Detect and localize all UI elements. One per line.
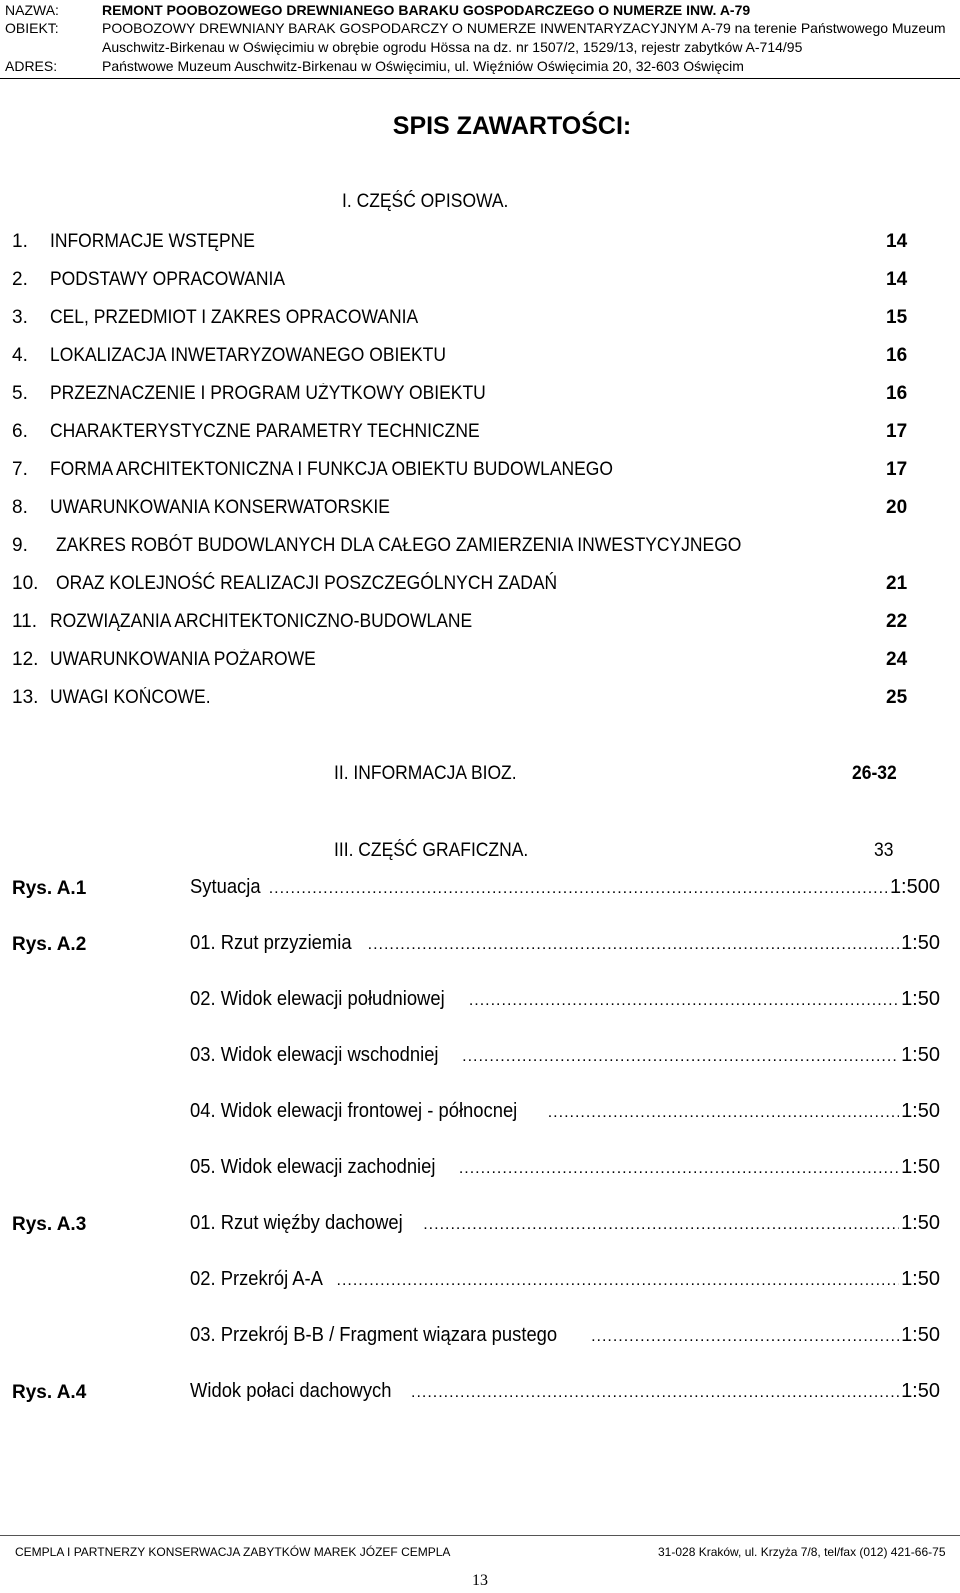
leader-dots [591, 1328, 899, 1346]
figure-title: Widok połaci dachowych [190, 1380, 392, 1402]
leader-dots [411, 1384, 899, 1402]
toc-item [12, 573, 912, 597]
toc-item-number: 5. [12, 383, 28, 404]
toc-item-page: 22 [886, 611, 908, 632]
toc-item-page: 17 [886, 459, 908, 480]
page-title: SPIS ZAWARTOŚCI: [392, 112, 632, 140]
figure-scale: 1:50 [901, 1044, 940, 1066]
figure-label: Rys. A.3 [12, 1214, 87, 1235]
figure-label: Rys. A.2 [12, 934, 87, 955]
leader-dots [423, 1216, 899, 1234]
toc-item [12, 497, 912, 521]
toc-item-number: 4. [12, 345, 28, 366]
figure-title: 01. Rzut przyziemia [190, 932, 352, 954]
toc-item-number: 1. [12, 231, 28, 252]
toc-item [12, 345, 912, 369]
toc-item-page: 25 [886, 687, 908, 708]
toc-item-title: UWAGI KOŃCOWE. [50, 687, 211, 708]
leader-dots [462, 1048, 899, 1066]
toc-item [12, 459, 912, 483]
footer-company: CEMPLA I PARTNERZY KONSERWACJA ZABYTKÓW MAREK JÓZEF CEMPLA [15, 1545, 451, 1559]
toc-item-title: LOKALIZACJA INWETARYZOWANEGO OBIEKTU [50, 345, 446, 366]
figure-label: Rys. A.4 [12, 1382, 87, 1403]
leader-dots [269, 880, 888, 898]
toc-item [12, 421, 912, 445]
document-footer [0, 1535, 960, 1566]
toc-item-title: FORMA ARCHITEKTONICZNA I FUNKCJA OBIEKTU BUDOWLANEGO [50, 459, 613, 480]
figure-title: 02. Widok elewacji południowej [190, 988, 445, 1010]
toc-item-page: 21 [886, 573, 908, 594]
toc-item-title: ORAZ KOLEJNOŚĆ REALIZACJI POSZCZEGÓLNYCH ZADAŃ [56, 573, 558, 594]
leader-dots [337, 1272, 900, 1290]
part3-page: 33 [874, 840, 894, 861]
adres-value: Państwowe Muzeum Auschwitz-Birkenau w Oświęcimiu, ul. Więźniów Oświęcimia 20, 32-603 Oświęcim [102, 58, 744, 74]
figure-item [190, 932, 940, 958]
toc-item-number: 6. [12, 421, 28, 442]
figure-scale: 1:50 [901, 1324, 940, 1346]
toc-item [12, 231, 912, 255]
figure-title: 03. Widok elewacji wschodniej [190, 1044, 439, 1066]
toc-item-number: 8. [12, 497, 28, 518]
nazwa-value: REMONT POOBOZOWEGO DREWNIANEGO BARAKU GOSPODARCZEGO O NUMERZE INW. A-79 [102, 2, 751, 18]
toc-item-title: UWARUNKOWANIA POŻAROWE [50, 649, 316, 670]
figure-item [190, 876, 940, 902]
toc-item-number: 13. [12, 687, 39, 708]
part3-heading: III. CZĘŚĆ GRAFICZNA. [334, 840, 529, 861]
toc-item-number: 12. [12, 649, 39, 670]
toc-item [12, 383, 912, 407]
figure-title: 03. Przekrój B-B / Fragment wiązara pustego [190, 1324, 558, 1346]
nazwa-label: NAZWA: [5, 2, 59, 18]
figure-scale: 1:50 [901, 932, 940, 954]
figure-item [190, 1044, 940, 1070]
toc-item-title: CEL, PRZEDMIOT I ZAKRES OPRACOWANIA [50, 307, 419, 328]
figure-title: Sytuacja [190, 876, 261, 898]
toc-item-page: 15 [886, 307, 908, 328]
figure-item [190, 1156, 940, 1182]
toc-item-page: 17 [886, 421, 908, 442]
page-number: 13 [472, 1572, 488, 1589]
toc-item-title: CHARAKTERYSTYCZNE PARAMETRY TECHNICZNE [50, 421, 480, 442]
figure-title: 02. Przekrój A-A [190, 1268, 323, 1290]
leader-dots [459, 1160, 899, 1178]
toc-item [12, 535, 912, 559]
toc-item-page: 16 [886, 345, 908, 366]
toc-item-page: 14 [886, 231, 908, 252]
figure-item [190, 988, 940, 1014]
toc-item [12, 269, 912, 293]
figure-item [190, 1212, 940, 1238]
toc-item-title: INFORMACJE WSTĘPNE [50, 231, 255, 252]
footer-address: 31-028 Kraków, ul. Krzyża 7/8, tel/fax (012) 421-66-75 [658, 1545, 946, 1559]
toc-item-number: 11. [12, 611, 38, 632]
figure-title: 04. Widok elewacji frontowej - północnej [190, 1100, 518, 1122]
figure-title: 01. Rzut więźby dachowej [190, 1212, 403, 1234]
toc-item-number: 7. [12, 459, 28, 480]
leader-dots [368, 936, 899, 954]
figure-scale: 1:50 [901, 1212, 940, 1234]
toc-item-page: 24 [886, 649, 908, 670]
toc-item-title: ZAKRES ROBÓT BUDOWLANYCH DLA CAŁEGO ZAMIERZENIA INWESTYCYJNEGO [56, 535, 742, 556]
toc-item-number: 9. [12, 535, 28, 556]
obiekt-label: OBIEKT: [5, 20, 59, 36]
part2-heading: II. INFORMACJA BIOZ. [334, 763, 517, 784]
adres-label: ADRES: [5, 58, 58, 74]
document-header [0, 0, 960, 79]
part2-pages: 26-32 [852, 763, 897, 784]
figure-title: 05. Widok elewacji zachodniej [190, 1156, 436, 1178]
figure-scale: 1:50 [901, 1156, 940, 1178]
obiekt-value-line2: Auschwitz-Birkenau w Oświęcimiu w obrębie ogrodu Hössa na dz. nr 1507/2, 1529/13, rejestr zabytków A-714/95 [102, 39, 803, 55]
toc-item [12, 649, 912, 673]
part1-heading: I. CZĘŚĆ OPISOWA. [342, 191, 509, 212]
figure-scale: 1:50 [901, 1380, 940, 1402]
toc-item-number: 2. [12, 269, 28, 290]
toc-item-number: 3. [12, 307, 28, 328]
toc-item-title: PRZEZNACZENIE I PROGRAM UŻYTKOWY OBIEKTU [50, 383, 486, 404]
figure-item [190, 1324, 940, 1350]
toc-item-page: 20 [886, 497, 908, 518]
figure-item [190, 1100, 940, 1126]
figure-label: Rys. A.1 [12, 878, 87, 899]
obiekt-value-line1: POOBOZOWY DREWNIANY BARAK GOSPODARCZY O NUMERZE INWENTARYZACYJNYM A-79 na terenie Państwowego Muzeum [102, 20, 946, 36]
figure-scale: 1:50 [901, 1100, 940, 1122]
figure-item [190, 1268, 940, 1294]
toc-item [12, 307, 912, 331]
toc-item-title: PODSTAWY OPRACOWANIA [50, 269, 286, 290]
toc-item-number: 10. [12, 573, 39, 594]
leader-dots [548, 1104, 899, 1122]
toc-item [12, 611, 912, 635]
toc-item-page: 14 [886, 269, 908, 290]
toc-item-title: UWARUNKOWANIA KONSERWATORSKIE [50, 497, 390, 518]
toc-item-title: ROZWIĄZANIA ARCHITEKTONICZNO-BUDOWLANE [50, 611, 473, 632]
figure-item [190, 1380, 940, 1406]
figure-scale: 1:500 [889, 876, 940, 898]
figure-scale: 1:50 [901, 1268, 940, 1290]
figure-scale: 1:50 [901, 988, 940, 1010]
toc-item-page: 16 [886, 383, 908, 404]
toc-item [12, 687, 912, 711]
leader-dots [469, 992, 899, 1010]
